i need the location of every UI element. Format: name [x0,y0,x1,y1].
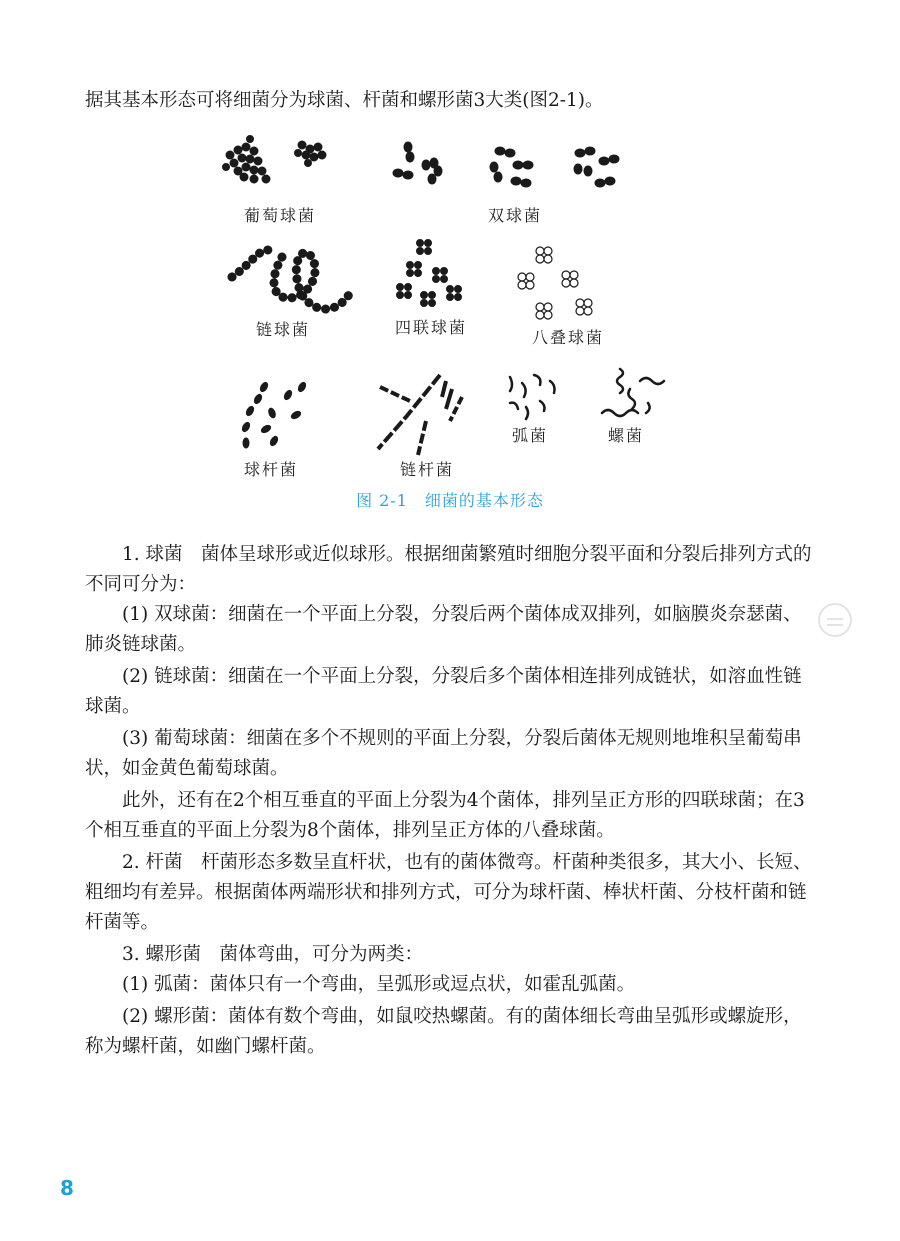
label-streptococcus: 链球菌 [256,320,311,339]
label-tetrad: 四联球菌 [395,318,468,337]
label-staphylococcus: 葡萄球菌 [244,206,317,225]
label-diplococcus: 双球菌 [488,206,543,225]
paragraph-bacilli: 2. 杆菌 杆菌形态多数呈直杆状，也有的菌体微弯。杆菌种类很多，其大小、长短、粗细均有差异。根据菌体两端形状和排列方式，可分为球杆菌、棒状杆菌、分枝杆菌和链杆菌等。 [85,852,812,933]
label-vibrio: 弧菌 [512,426,549,445]
paragraph-spiral: 3. 螺形菌 菌体弯曲，可分为两类： [122,944,424,965]
streptobacillus-drawing [378,375,462,455]
paragraph-vibrio: (1) 弧菌：菌体只有一个弯曲，呈弧形或逗点状，如霍乱弧菌。 [122,974,636,995]
label-spirillum: 螺菌 [608,426,645,445]
page-number: 8 [60,1176,74,1200]
streptococcus-drawing [232,250,350,309]
paragraph-diplococcus: (1) 双球菌：细菌在一个平面上分裂，分裂后两个菌体成双排列，如脑膜炎奈瑟菌、肺炎链球菌。 [85,604,802,655]
paragraph-cocci: 1. 球菌 菌体呈球形或近似球形。根据细菌繁殖时细胞分裂平面和分裂后排列方式的不同可分为： [85,544,812,595]
staphylococcus-drawing [223,136,327,184]
label-sarcina: 八叠球菌 [532,328,605,347]
paragraph-staphylococcus: (3) 葡萄球菌：细菌在多个不规则的平面上分裂，分裂后菌体无规则地堆积呈葡萄串状，如金黄色葡萄球菌。 [85,728,802,779]
tetrad-drawing [397,240,462,307]
figure-caption: 图 2-1 细菌的基本形态 [356,491,544,510]
page-edge-icon [818,603,852,637]
sarcina-drawing [518,247,592,319]
diplococcus-drawing [393,142,619,187]
label-streptobacillus: 链杆菌 [400,460,455,479]
label-coccobacillus: 球杆菌 [244,460,299,479]
bacteria-morphology-figure [210,125,680,480]
paragraph-tetrad-sarcina: 此外，还有在2个相互垂直的平面上分裂为4个菌体，排列呈正方形的四联球菌；在3个相互垂直的平面上分裂为8个菌体，排列呈正方体的八叠球菌。 [85,790,805,841]
paragraph-streptococcus: (2) 链球菌：细菌在一个平面上分裂，分裂后多个菌体相连排列成链状，如溶血性链球菌。 [85,666,802,717]
paragraph-spirillum: (2) 螺形菌：菌体有数个弯曲，如鼠咬热螺菌。有的菌体细长弯曲呈弧形或螺旋形，称为螺杆菌，如幽门螺杆菌。 [85,1006,802,1057]
spirillum-drawing [602,369,664,416]
vibrio-drawing [510,375,555,419]
intro-text: 据其基本形态可将细菌分为球菌、杆菌和螺形菌3大类(图2-1)。 [85,90,604,111]
coccobacillus-drawing [241,381,307,448]
